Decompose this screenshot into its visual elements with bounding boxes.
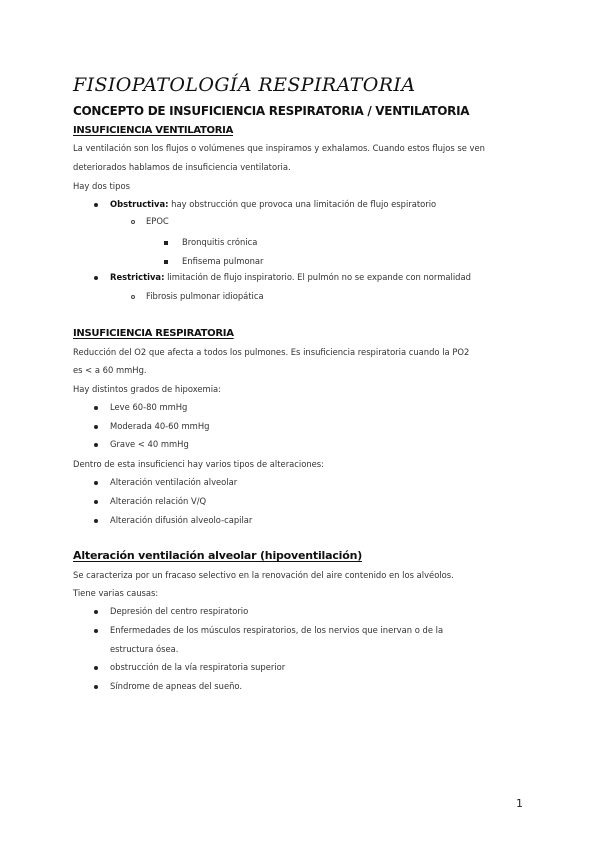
paragraph-line: La ventilación son los flujos o volúmenes que inspiramos y exhalamos. Cuando estos flujos se ven bbox=[73, 143, 485, 153]
bullet-dot-icon bbox=[94, 610, 98, 614]
list-item-obstructiva bbox=[110, 199, 436, 210]
main-heading: CONCEPTO DE INSUFICIENCIA RESPIRATORIA / VENTILATORIA bbox=[73, 104, 470, 118]
paragraph-line: Tiene varias causas: bbox=[73, 588, 159, 598]
bullet-dot-icon bbox=[94, 685, 98, 689]
list-item-restrictiva bbox=[110, 272, 471, 283]
bullet-dot-icon bbox=[94, 629, 98, 633]
bullet-dot-icon bbox=[94, 443, 98, 447]
paragraph-line: Hay distintos grados de hipoxemia: bbox=[73, 384, 222, 394]
list-item: Enfermedades de los músculos respiratorios, de los nervios que inervan o de la bbox=[110, 625, 444, 635]
paragraph-line: es < a 60 mmHg. bbox=[73, 365, 147, 375]
section-heading-respiratoria: INSUFICIENCIA RESPIRATORIA bbox=[73, 328, 234, 339]
list-item: obstrucción de la vía respiratoria superior bbox=[110, 662, 286, 672]
list-item: Alteración relación V/Q bbox=[110, 496, 207, 506]
term-label: Obstructiva: bbox=[110, 199, 169, 209]
page-number: 1 bbox=[516, 797, 523, 810]
document-title: FISIOPATOLOGÍA RESPIRATORIA bbox=[73, 74, 416, 96]
list-item: Leve 60-80 mmHg bbox=[110, 402, 188, 412]
list-item: Moderada 40-60 mmHg bbox=[110, 421, 210, 431]
bullet-dot-icon bbox=[94, 203, 98, 207]
bullet-dot-icon bbox=[94, 500, 98, 504]
paragraph-line: Dentro de esta insuficienci hay varios tipos de alteraciones: bbox=[73, 459, 324, 469]
term-label: Restrictiva: bbox=[110, 272, 165, 282]
list-item: Alteración difusión alveolo-capilar bbox=[110, 515, 253, 525]
bullet-dot-icon bbox=[94, 406, 98, 410]
bullet-dot-icon bbox=[94, 481, 98, 485]
bullet-dot-icon bbox=[94, 519, 98, 523]
bullet-square-icon bbox=[164, 260, 168, 264]
paragraph-line: deteriorados hablamos de insuficiencia ventilatoria. bbox=[73, 162, 291, 172]
paragraph-line: Se caracteriza por un fracaso selectivo en la renovación del aire contenido en los alvéolos. bbox=[73, 570, 454, 580]
bullet-dot-icon bbox=[94, 425, 98, 429]
term-text: limitación de flujo inspiratorio. El pulmón no se expande con normalidad bbox=[164, 272, 471, 282]
list-item: Bronquitis crónica bbox=[182, 237, 258, 247]
list-item: Síndrome de apneas del sueño. bbox=[110, 681, 243, 691]
bullet-circle-icon bbox=[131, 220, 135, 224]
term-text: hay obstrucción que provoca una limitación de flujo espiratorio bbox=[168, 199, 437, 209]
section-heading-ventilatoria: INSUFICIENCIA VENTILATORIA bbox=[73, 125, 234, 136]
list-item: Depresión del centro respiratorio bbox=[110, 606, 249, 616]
list-item: Alteración ventilación alveolar bbox=[110, 477, 238, 487]
list-item: Fibrosis pulmonar idiopática bbox=[146, 291, 264, 301]
paragraph-line: Reducción del O2 que afecta a todos los pulmones. Es insuficiencia respiratoria cuando la PO2 bbox=[73, 347, 470, 357]
paragraph-line: Hay dos tipos bbox=[73, 181, 130, 191]
list-item-epoc: EPOC bbox=[146, 216, 169, 226]
bullet-dot-icon bbox=[94, 666, 98, 670]
list-item: Grave < 40 mmHg bbox=[110, 439, 189, 449]
section-heading-hipoventilacion: Alteración ventilación alveolar (hipoventilación) bbox=[73, 549, 363, 562]
bullet-square-icon bbox=[164, 241, 168, 245]
bullet-dot-icon bbox=[94, 276, 98, 280]
list-item: Enfisema pulmonar bbox=[182, 256, 264, 266]
bullet-circle-icon bbox=[131, 295, 135, 299]
list-item-continuation: estructura ósea. bbox=[110, 644, 179, 654]
